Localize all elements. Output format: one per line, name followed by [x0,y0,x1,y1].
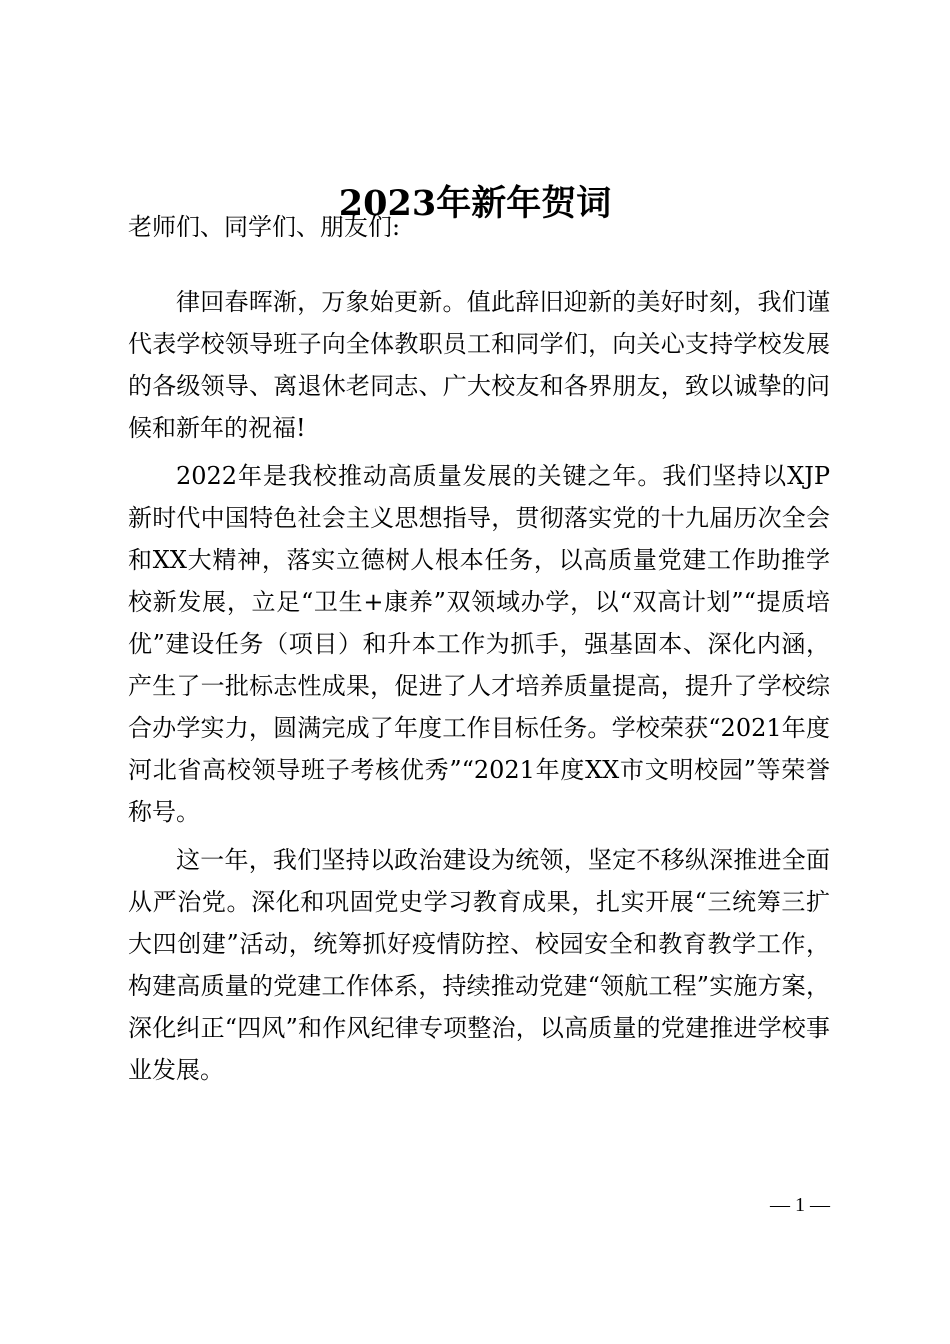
salutation: 老师们、同学们、朋友们: [128,213,401,241]
page-number: — 1 — [770,1194,830,1216]
document-title: 2023年新年贺词 [338,183,612,224]
paragraph-party-building: 这一年，我们坚持以政治建设为统领，坚定不移纵深推进全面从严治党。深化和巩固党史学习教育成果，扎实开展“三统筹三扩大四创建”活动，统筹抓好疫情防控、校园安全和教育教学工作，构建高质量的党建工作体系，持续推动党建“领航工程”实施方案，深化纠正“四风”和作风纪律专项整治，以高质量的党建推进学校事业发展。 [128,846,830,1084]
paragraph-achievements: 2022年是我校推动高质量发展的关键之年。我们坚持以XJP新时代中国特色社会主义思想指导，贯彻落实党的十九届历次全会和XX大精神，落实立德树人根本任务，以高质量党建工作助推学校新发展，立足“卫生+康养”双领域办学，以“双高计划”“提质培优”建设任务（项目）和升本工作为抓手，强基固本、深化内涵，产生了一批标志性成果，促进了人才培养质量提高，提升了学校综合办学实力，圆满完成了年度工作目标任务。学校荣获“2021年度河北省高校领导班子考核优秀”“2021年度XX市文明校园”等荣誉称号。 [128,462,830,826]
document-body [128,210,830,1091]
paragraph-greeting: 律回春晖渐，万象始更新。值此辞旧迎新的美好时刻，我们谨代表学校领导班子向全体教职员工和同学们，向关心支持学校发展的各级领导、离退休老同志、广大校友和各界朋友，致以诚挚的问候和新年的祝福! [128,288,830,442]
